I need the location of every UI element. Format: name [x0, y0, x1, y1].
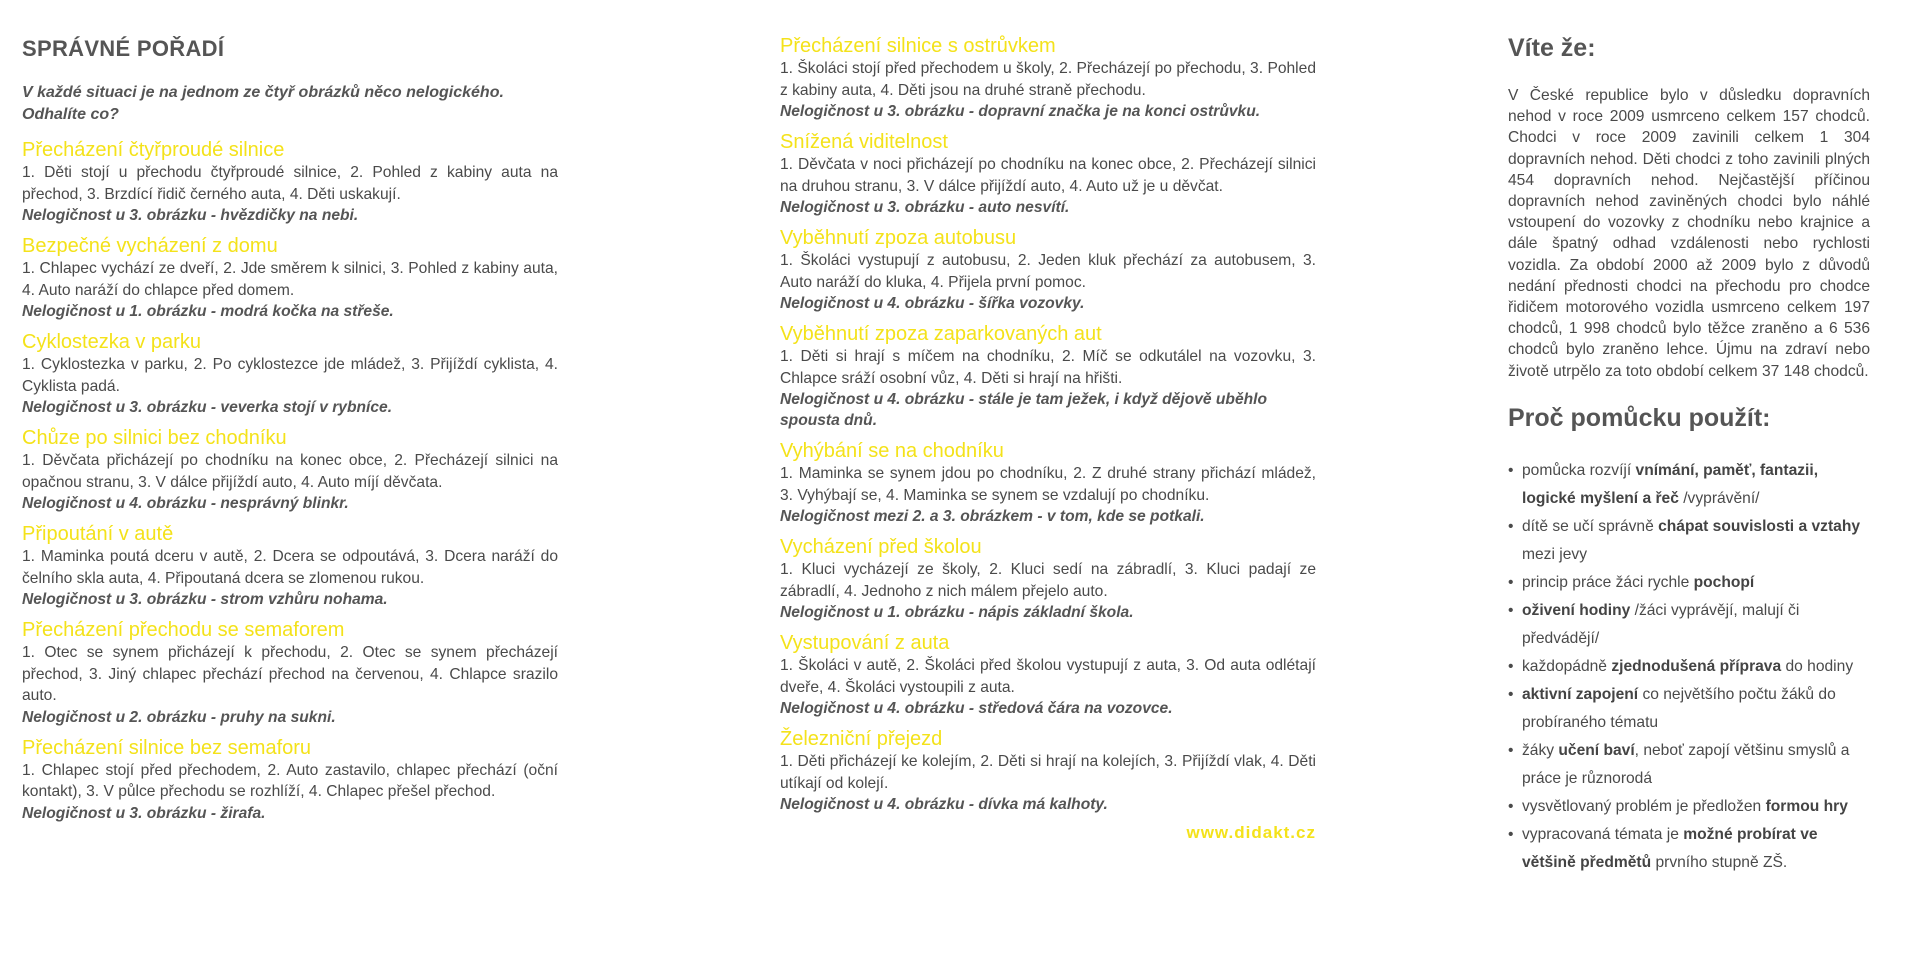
section-answer: Nelogičnost u 2. obrázku - pruhy na sukni. [22, 708, 336, 726]
facts-title: Víte že: [1508, 34, 1596, 62]
section [780, 439, 1316, 527]
section-title: Chůze po silnici bez chodníku [22, 427, 287, 449]
intro-text: V každé situaci je na jednom ze čtyř obrázků něco nelogického. Odhalíte co? [22, 84, 504, 123]
section-title: Snížená viditelnost [780, 131, 948, 153]
section [22, 522, 558, 610]
section [780, 631, 1316, 719]
list-item: • žáky učení baví, neboť zapojí většinu smyslů a práce je různorodá [1508, 737, 1870, 793]
page-title: SPRÁVNÉ POŘADÍ [22, 36, 225, 61]
section [22, 234, 558, 322]
section-title: Vycházení před školou [780, 536, 982, 558]
section [22, 618, 558, 728]
section-text: 1. Školáci vystupují z autobusu, 2. Jeden kluk přechází za autobusem, 3. Auto naráží do kluka, 4. Přijela první pomoc. [780, 252, 1316, 291]
section-title: Vyhýbání se na chodníku [780, 440, 1004, 462]
list-item: • oživení hodiny /žáci vyprávějí, malují či předvádějí/ [1508, 597, 1870, 653]
list-item: • aktivní zapojení co největšího počtu žáků do probíraného tématu [1508, 681, 1870, 737]
section-answer: Nelogičnost u 3. obrázku - žirafa. [22, 804, 266, 822]
section-title: Přecházení přechodu se semaforem [22, 619, 345, 641]
left-column [22, 0, 558, 832]
list-item: • vysvětlovaný problém je předložen formou hry [1508, 793, 1870, 821]
section-title: Vystupování z auta [780, 632, 950, 654]
section-answer: Nelogičnost u 4. obrázku - šířka vozovky. [780, 295, 1085, 312]
website-url[interactable]: www.didakt.cz [1186, 823, 1316, 842]
list-item: • vypracovaná témata je možné probírat ve většině předmětů prvního stupně ZŠ. [1508, 821, 1870, 877]
list-item: • dítě se učí správně chápat souvislosti a vztahy mezi jevy [1508, 513, 1870, 569]
middle-column [780, 0, 1316, 843]
section [780, 727, 1316, 815]
section [22, 736, 558, 824]
section-text: 1. Děti přicházejí ke kolejím, 2. Děti si hrají na kolejích, 3. Přijíždí vlak, 4. Děti utíkají od kolejí. [780, 753, 1316, 792]
section-text: 1. Děvčata v noci přicházejí po chodníku na konec obce, 2. Přecházejí silnici na druhou stranu, 3. V dálce přijíždí auto, 4. Auto už je u děvčat. [780, 156, 1316, 195]
section-answer: Nelogičnost u 4. obrázku - středová čára na vozovce. [780, 700, 1173, 717]
list-item: • každopádně zjednodušená příprava do hodiny [1508, 653, 1870, 681]
section-title: Cyklostezka v parku [22, 331, 201, 353]
section-title: Vyběhnutí zpoza autobusu [780, 227, 1017, 249]
section-text: 1. Maminka se synem jdou po chodníku, 2. Z druhé strany přichází mládež, 3. Vyhýbají se, 4. Maminka se synem se vzdalují po chodníku. [780, 465, 1316, 504]
section-text: 1. Chlapec stojí před přechodem, 2. Auto zastavilo, chlapec přechází (oční kontakt), 3. V půlce přechodu se rozhlíží, 4. Chlapec přešel přechod. [22, 761, 558, 800]
section-text: 1. Děvčata přicházejí po chodníku na konec obce, 2. Přecházejí silnici na opačnou stranu, 3. V dálce přijíždí auto, 4. Auto míjí děvčata. [22, 452, 558, 491]
section [22, 138, 558, 226]
facts-text: V České republice bylo v důsledku dopravních nehod v roce 2009 usmrceno celkem 157 chodců. Chodci v roce 2009 zavinili celkem 1 304 dopravních nehod. Děti chodci z toho zavinili plných 454 dopravních nehod. Nejčastější příčinou dopravních nehod zaviněných chodci bylo náhlé vstoupení do vozovky z chodníku nebo krajnice a dále špatný odhad vzdálenosti nebo rychlosti vozidla. Za období 2000 až 2009 bylo z důvodů nedání přednosti chodci na přechodu pro chodce řidičem motorového vozidla usmrceno celkem 197 chodců, 1 998 chodců bylo těžce zraněno a 6 536 chodců bylo zraněno lehce. Újmu na zdraví nebo životě utrpělo za toto období celkem 37 148 chodců. [1508, 87, 1870, 380]
section-text: 1. Kluci vycházejí ze školy, 2. Kluci sedí na zábradlí, 3. Kluci padají ze zábradlí, 4. Jednoho z nich málem přejelo auto. [780, 561, 1316, 600]
section [780, 535, 1316, 623]
reasons-title: Proč pomůcku použít: [1508, 403, 1771, 432]
section [780, 322, 1316, 431]
section-title: Vyběhnutí zpoza zaparkovaných aut [780, 323, 1102, 345]
section-answer: Nelogičnost u 4. obrázku - nesprávný blinkr. [22, 495, 349, 512]
section-answer: Nelogičnost u 4. obrázku - stále je tam ježek, i když dějově uběhlo spousta dnů. [780, 391, 1268, 429]
section [22, 426, 558, 514]
section-text: 1. Školáci stojí před přechodem u školy, 2. Přecházejí po přechodu, 3. Pohled z kabiny auta, 4. Děti jsou na druhé straně přechodu. [780, 60, 1316, 99]
section-text: 1. Chlapec vychází ze dveří, 2. Jde směrem k silnici, 3. Pohled z kabiny auta, 4. Auto naráží do chlapce před domem. [22, 260, 558, 299]
section-answer: Nelogičnost u 3. obrázku - strom vzhůru nohama. [22, 591, 388, 608]
section-answer: Nelogičnost u 3. obrázku - veverka stojí v rybníce. [22, 399, 393, 416]
section [780, 130, 1316, 218]
section [22, 330, 558, 418]
section-title: Přecházení čtyřproudé silnice [22, 139, 285, 161]
section-text: 1. Děti stojí u přechodu čtyřproudé silnice, 2. Pohled z kabiny auta na přechod, 3. Brzdící řidič černého auta, 4. Děti uskakují. [22, 164, 558, 203]
section [780, 34, 1316, 122]
section-answer: Nelogičnost mezi 2. a 3. obrázkem - v tom, kde se potkali. [780, 508, 1205, 525]
section-answer: Nelogičnost u 3. obrázku - auto nesvítí. [780, 199, 1070, 216]
section-text: 1. Školáci v autě, 2. Školáci před školou vystupují z auta, 3. Od auta odlétají dveře, 4. Školáci vystoupili z auta. [780, 657, 1316, 696]
section-answer: Nelogičnost u 3. obrázku - hvězdičky na nebi. [22, 207, 359, 224]
section-text: 1. Cyklostezka v parku, 2. Po cyklostezce jde mládež, 3. Přijíždí cyklista, 4. Cyklista padá. [22, 356, 558, 395]
right-column [1508, 0, 1870, 877]
section-answer: Nelogičnost u 3. obrázku - dopravní značka je na konci ostrůvku. [780, 103, 1261, 120]
section-title: Přecházení silnice s ostrůvkem [780, 35, 1056, 57]
section-text: 1. Děti si hrají s míčem na chodníku, 2. Míč se odkutálel na vozovku, 3. Chlapce sráží osobní vůz, 4. Děti si hrají na hřišti. [780, 348, 1316, 387]
section-answer: Nelogičnost u 1. obrázku - nápis základní škola. [780, 604, 1134, 621]
section-title: Železniční přejezd [780, 728, 943, 750]
section-text: 1. Maminka poutá dceru v autě, 2. Dcera se odpoutává, 3. Dcera naráží do čelního skla auta, 4. Připoutaná dcera se zlomenou rukou. [22, 548, 558, 587]
list-item: • princip práce žáci rychle pochopí [1508, 569, 1870, 597]
section-title: Bezpečné vycházení z domu [22, 235, 278, 257]
reasons-list [1508, 457, 1870, 877]
list-item: • pomůcka rozvíjí vnímání, paměť, fantazii, logické myšlení a řeč /vyprávění/ [1508, 457, 1870, 513]
section-text: 1. Otec se synem přicházejí k přechodu, 2. Otec se synem přecházejí přechod, 3. Jiný chlapec přechází přechod na červenou, 4. Chlapce srazilo auto. [22, 644, 558, 704]
section [780, 226, 1316, 314]
section-title: Připoutání v autě [22, 523, 174, 545]
section-title: Přecházení silnice bez semaforu [22, 736, 312, 759]
section-answer: Nelogičnost u 4. obrázku - dívka má kalhoty. [780, 796, 1108, 813]
section-answer: Nelogičnost u 1. obrázku - modrá kočka na střeše. [22, 303, 394, 320]
